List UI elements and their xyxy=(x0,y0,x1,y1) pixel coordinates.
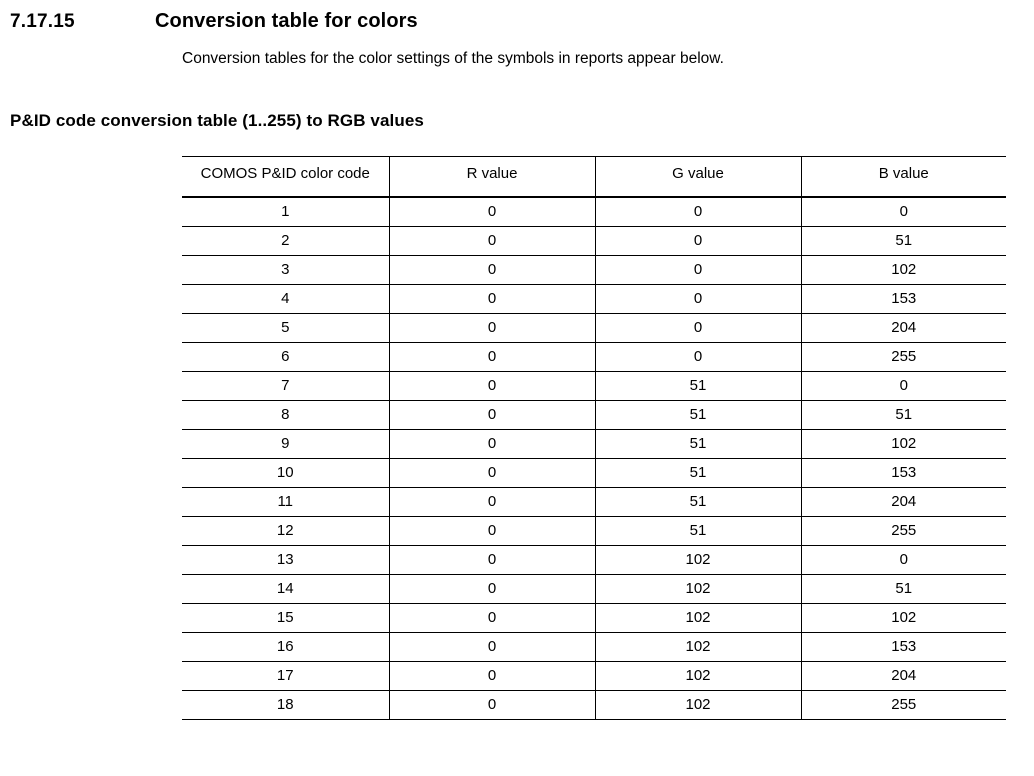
cell-r-value: 0 xyxy=(389,690,595,719)
cell-g-value: 0 xyxy=(595,197,801,227)
cell-b-value: 51 xyxy=(801,400,1006,429)
cell-b-value: 255 xyxy=(801,516,1006,545)
cell-r-value: 0 xyxy=(389,574,595,603)
cell-g-value: 102 xyxy=(595,603,801,632)
cell-r-value: 0 xyxy=(389,342,595,371)
cell-g-value: 102 xyxy=(595,574,801,603)
cell-color-code: 17 xyxy=(182,661,389,690)
cell-color-code: 14 xyxy=(182,574,389,603)
cell-color-code: 18 xyxy=(182,690,389,719)
cell-r-value: 0 xyxy=(389,661,595,690)
table-row xyxy=(182,661,1006,690)
cell-b-value: 51 xyxy=(801,226,1006,255)
cell-r-value: 0 xyxy=(389,284,595,313)
column-header-r-value: R value xyxy=(389,157,595,197)
table-row xyxy=(182,342,1006,371)
cell-g-value: 102 xyxy=(595,690,801,719)
intro-paragraph: Conversion tables for the color settings of the symbols in reports appear below. xyxy=(182,50,724,67)
color-conversion-table-wrapper xyxy=(182,156,1006,720)
cell-b-value: 153 xyxy=(801,284,1006,313)
table-row xyxy=(182,574,1006,603)
column-header-comos-code: COMOS P&ID color code xyxy=(182,157,389,197)
cell-g-value: 51 xyxy=(595,400,801,429)
table-row xyxy=(182,371,1006,400)
cell-g-value: 0 xyxy=(595,313,801,342)
cell-color-code: 1 xyxy=(182,197,389,227)
cell-g-value: 51 xyxy=(595,429,801,458)
cell-r-value: 0 xyxy=(389,516,595,545)
cell-color-code: 2 xyxy=(182,226,389,255)
table-row xyxy=(182,458,1006,487)
column-header-b-value: B value xyxy=(801,157,1006,197)
cell-b-value: 102 xyxy=(801,603,1006,632)
cell-b-value: 255 xyxy=(801,342,1006,371)
table-row xyxy=(182,487,1006,516)
cell-b-value: 204 xyxy=(801,487,1006,516)
cell-r-value: 0 xyxy=(389,197,595,227)
table-row xyxy=(182,400,1006,429)
cell-color-code: 13 xyxy=(182,545,389,574)
cell-g-value: 0 xyxy=(595,226,801,255)
table-body xyxy=(182,197,1006,720)
cell-r-value: 0 xyxy=(389,371,595,400)
cell-color-code: 11 xyxy=(182,487,389,516)
cell-r-value: 0 xyxy=(389,632,595,661)
table-row xyxy=(182,516,1006,545)
cell-color-code: 9 xyxy=(182,429,389,458)
cell-r-value: 0 xyxy=(389,458,595,487)
section-number: 7.17.15 xyxy=(10,11,75,32)
column-header-g-value: G value xyxy=(595,157,801,197)
table-row xyxy=(182,632,1006,661)
cell-b-value: 0 xyxy=(801,371,1006,400)
cell-color-code: 7 xyxy=(182,371,389,400)
cell-r-value: 0 xyxy=(389,313,595,342)
cell-b-value: 0 xyxy=(801,545,1006,574)
cell-g-value: 102 xyxy=(595,545,801,574)
cell-b-value: 153 xyxy=(801,458,1006,487)
cell-r-value: 0 xyxy=(389,429,595,458)
table-header xyxy=(182,157,1006,197)
cell-b-value: 153 xyxy=(801,632,1006,661)
cell-color-code: 10 xyxy=(182,458,389,487)
cell-r-value: 0 xyxy=(389,487,595,516)
cell-b-value: 102 xyxy=(801,255,1006,284)
cell-color-code: 4 xyxy=(182,284,389,313)
cell-g-value: 51 xyxy=(595,487,801,516)
cell-r-value: 0 xyxy=(389,545,595,574)
cell-g-value: 102 xyxy=(595,632,801,661)
cell-g-value: 51 xyxy=(595,458,801,487)
section-title: Conversion table for colors xyxy=(155,10,418,32)
cell-b-value: 204 xyxy=(801,661,1006,690)
cell-g-value: 102 xyxy=(595,661,801,690)
table-row xyxy=(182,197,1006,227)
table-header-row xyxy=(182,157,1006,197)
section-heading xyxy=(0,0,1034,33)
cell-b-value: 0 xyxy=(801,197,1006,227)
cell-color-code: 6 xyxy=(182,342,389,371)
table-row xyxy=(182,226,1006,255)
cell-g-value: 0 xyxy=(595,284,801,313)
table-row xyxy=(182,313,1006,342)
cell-r-value: 0 xyxy=(389,400,595,429)
cell-b-value: 102 xyxy=(801,429,1006,458)
cell-g-value: 0 xyxy=(595,255,801,284)
cell-color-code: 3 xyxy=(182,255,389,284)
color-conversion-table xyxy=(182,156,1006,720)
cell-g-value: 51 xyxy=(595,371,801,400)
cell-color-code: 12 xyxy=(182,516,389,545)
cell-b-value: 255 xyxy=(801,690,1006,719)
table-row xyxy=(182,255,1006,284)
cell-r-value: 0 xyxy=(389,603,595,632)
cell-r-value: 0 xyxy=(389,255,595,284)
cell-color-code: 16 xyxy=(182,632,389,661)
subsection-heading: P&ID code conversion table (1..255) to RGB values xyxy=(10,111,424,130)
cell-color-code: 5 xyxy=(182,313,389,342)
cell-b-value: 51 xyxy=(801,574,1006,603)
cell-g-value: 51 xyxy=(595,516,801,545)
table-row xyxy=(182,429,1006,458)
cell-r-value: 0 xyxy=(389,226,595,255)
cell-color-code: 15 xyxy=(182,603,389,632)
cell-b-value: 204 xyxy=(801,313,1006,342)
table-row xyxy=(182,603,1006,632)
table-row xyxy=(182,690,1006,719)
cell-g-value: 0 xyxy=(595,342,801,371)
cell-color-code: 8 xyxy=(182,400,389,429)
table-row xyxy=(182,545,1006,574)
table-row xyxy=(182,284,1006,313)
